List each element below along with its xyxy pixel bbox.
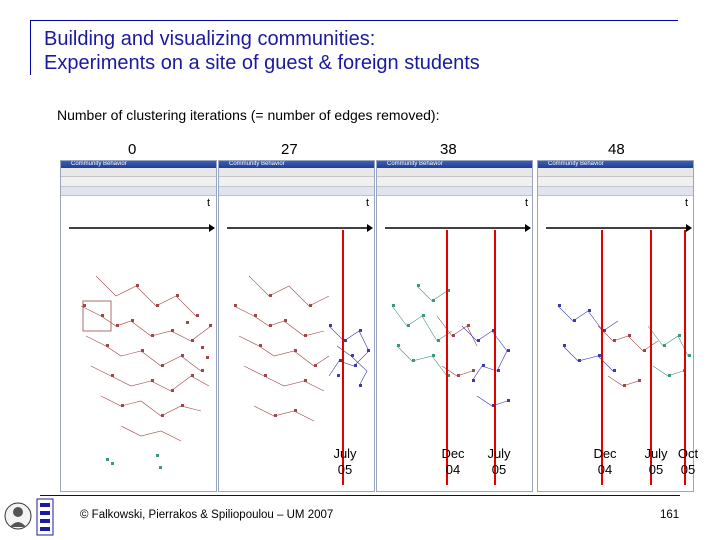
graph-edges-blue xyxy=(329,326,369,386)
title-frame-left-rule xyxy=(30,20,31,75)
graph-nodes-blue xyxy=(329,324,370,387)
date-label-year: 05 xyxy=(491,462,507,477)
panel-menubar xyxy=(377,168,532,177)
arrow-head xyxy=(686,224,692,232)
page-number: 161 xyxy=(660,509,680,521)
footer-copyright: © Falkowski, Pierrakos & Spiliopoulou – UM 2007 xyxy=(80,509,334,521)
arrow-head xyxy=(525,224,531,232)
panel-window-title: Community Behavior xyxy=(387,161,443,167)
panel-tabbar xyxy=(538,187,693,196)
date-label xyxy=(330,446,360,478)
graph-nodes xyxy=(452,324,475,377)
arrow-head xyxy=(367,224,373,232)
date-label-month: Dec xyxy=(593,446,617,461)
panel-toolbar xyxy=(61,177,216,187)
screenshot-panel-3 xyxy=(376,160,533,492)
date-label-year: 04 xyxy=(597,462,613,477)
community-graph-1 xyxy=(61,196,216,492)
panel-toolbar xyxy=(377,177,532,187)
iteration-label-2: 27 xyxy=(281,141,298,158)
screenshot-panel-2 xyxy=(218,160,375,492)
footer-rule xyxy=(40,495,680,496)
date-label-month: July xyxy=(644,446,668,461)
panel-tabbar xyxy=(219,187,374,196)
panel-window-title: Community Behavior xyxy=(71,161,127,167)
university-seal-logo xyxy=(3,497,33,539)
graph-edges xyxy=(234,276,329,421)
date-label-month: Dec xyxy=(441,446,465,461)
graph-edges xyxy=(437,316,477,376)
date-label xyxy=(590,446,620,478)
panel-window-title: Community Behavior xyxy=(229,161,285,167)
graph-edges-green xyxy=(392,286,452,376)
date-label xyxy=(673,446,703,478)
panel-toolbar xyxy=(538,177,693,187)
screenshot-panel-4 xyxy=(537,160,694,492)
time-axis-label-1: t xyxy=(207,197,211,209)
iteration-label-3: 38 xyxy=(440,141,457,158)
graph-nodes xyxy=(83,284,212,417)
date-label-month: Oct xyxy=(677,446,699,461)
date-label-month: July xyxy=(333,446,357,461)
date-label xyxy=(640,446,672,478)
iteration-label-1: 0 xyxy=(128,141,137,158)
panel-titlebar xyxy=(538,161,693,168)
slide-title xyxy=(44,27,480,75)
faculty-logo xyxy=(35,497,55,537)
date-label-year: 05 xyxy=(680,462,696,477)
graph-edges-blue xyxy=(558,306,618,371)
arrow-head xyxy=(209,224,215,232)
title-frame-top-rule xyxy=(30,20,678,21)
panel-tabbar xyxy=(61,187,216,196)
date-label xyxy=(482,446,516,478)
panel-menubar xyxy=(219,168,374,177)
graph-nodes-green xyxy=(106,454,162,469)
panel-tabbar xyxy=(377,187,532,196)
graph-nodes-green xyxy=(663,334,691,377)
iteration-label-4: 48 xyxy=(608,141,625,158)
date-label-year: 04 xyxy=(445,462,461,477)
panel-titlebar xyxy=(61,161,216,168)
date-label-year: 05 xyxy=(648,462,664,477)
graph-nodes-blue xyxy=(472,329,510,407)
graph-edges-green xyxy=(648,326,688,376)
panel-menubar xyxy=(61,168,216,177)
panel-toolbar xyxy=(219,177,374,187)
date-label xyxy=(438,446,468,478)
highlight-box xyxy=(83,301,111,331)
slide-title-line-1: Building and visualizing communities: xyxy=(44,28,376,50)
iterations-caption: Number of clustering iterations (= number of edges removed): xyxy=(57,107,440,123)
time-axis-label-2: t xyxy=(366,197,370,209)
panel-menubar xyxy=(538,168,693,177)
screenshot-panel-1 xyxy=(60,160,217,492)
panel-window-title: Community Behavior xyxy=(548,161,604,167)
date-label-month: July xyxy=(487,446,511,461)
graph-nodes-blue xyxy=(558,304,616,372)
slide-title-line-2: Experiments on a site of guest & foreign students xyxy=(44,52,480,74)
panel-titlebar xyxy=(219,161,374,168)
graph-nodes-green xyxy=(392,284,450,377)
panel-titlebar xyxy=(377,161,532,168)
graph-nodes xyxy=(613,334,646,387)
time-axis-label-4: t xyxy=(685,197,689,209)
time-axis-label-3: t xyxy=(525,197,529,209)
date-label-year: 05 xyxy=(337,462,353,477)
